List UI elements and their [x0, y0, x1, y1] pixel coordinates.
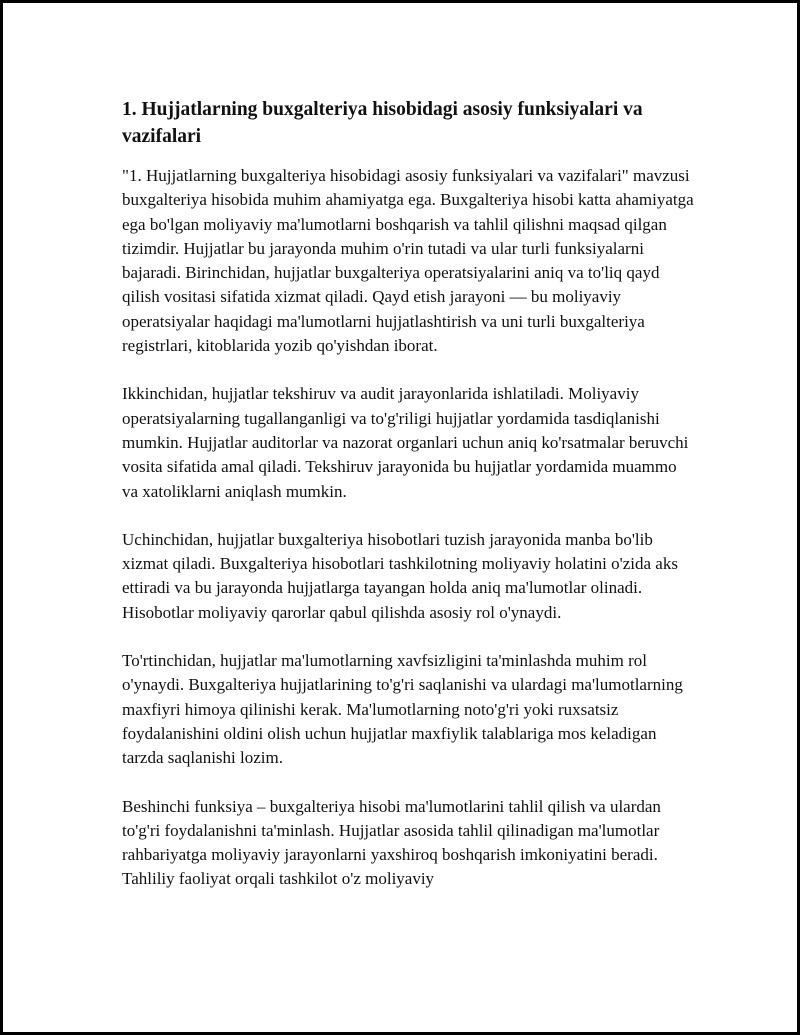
paragraph-2: Ikkinchidan, hujjatlar tekshiruv va audit jarayonlarida ishlatiladi. Moliyaviy operatsiyalarning tugallanganligi va to'g'riligi hujjatlar yordamida tasdiqlanishi mumkin. Hujjatlar auditorlar va nazorat organlari uchun aniq ko'rsatmalar beruvchi vosita sifatida amal qiladi. Tekshiruv jarayonida bu hujjatlar yordamida muammo va xatoliklarni aniqlash mumkin.: [122, 384, 689, 501]
document-content: [122, 96, 694, 916]
section-heading: 1. Hujjatlarning buxgalteriya hisobidagi asosiy funksiyalari va vazifalari: [122, 99, 643, 147]
paragraph-4: To'rtinchidan, hujjatlar ma'lumotlarning xavfsizligini ta'minlashda muhim rol o'ynaydi. Buxgalteriya hujjatlarining to'g'ri saqlanishi va ulardagi ma'lumotlarning maxfiyri himoya qilinishi kerak. Ma'lumotlarning noto'g'ri yoki ruxsatsiz foydalanishini oldini olish uchun hujjatlar maxfiylik talablariga mos keladigan tarzda saqlanishi lozim.: [122, 651, 683, 768]
paragraph-1: "1. Hujjatlarning buxgalteriya hisobidagi asosiy funksiyalari va vazifalari" mavzusi buxgalteriya hisobida muhim ahamiyatga ega. Buxgalteriya hisobi katta ahamiyatga ega bo'lgan moliyaviy ma'lumotlarni boshqarish va tahlil qilishni maqsad qilgan tizimdir. Hujjatlar bu jarayonda muhim o'rin tutadi va ular turli funksiyalarni bajaradi. Birinchidan, hujjatlar buxgalteriya operatsiyalarini aniq va to'liq qayd qilish vositasi sifatida xizmat qiladi. Qayd etish jarayoni — bu moliyaviy operatsiyalar haqidagi ma'lumotlarni hujjatlashtirish va uni turli buxgalteriya registrlari, kitoblarida yozib qo'yishdan iborat.: [122, 166, 694, 356]
paragraph-3: Uchinchidan, hujjatlar buxgalteriya hisobotlari tuzish jarayonida manba bo'lib xizmat qiladi. Buxgalteriya hisobotlari tashkilotning moliyaviy holatini o'zida aks ettiradi va bu jarayonda hujjatlarga tayangan holda aniq ma'lumotlar olinadi. Hisobotlar moliyaviy qarorlar qabul qilishda asosiy rol o'ynaydi.: [122, 529, 678, 622]
paragraph-5: Beshinchi funksiya – buxgalteriya hisobi ma'lumotlarini tahlil qilish va ulardan to'g'ri foydalanishni ta'minlash. Hujjatlar asosida tahlil qilinadigan ma'lumotlar rahbariyatga moliyaviy jarayonlarni yaxshiroq boshqarish imkoniyatini beradi. Tahliliy faoliyat orqali tashkilot o'z moliyaviy: [122, 796, 661, 889]
